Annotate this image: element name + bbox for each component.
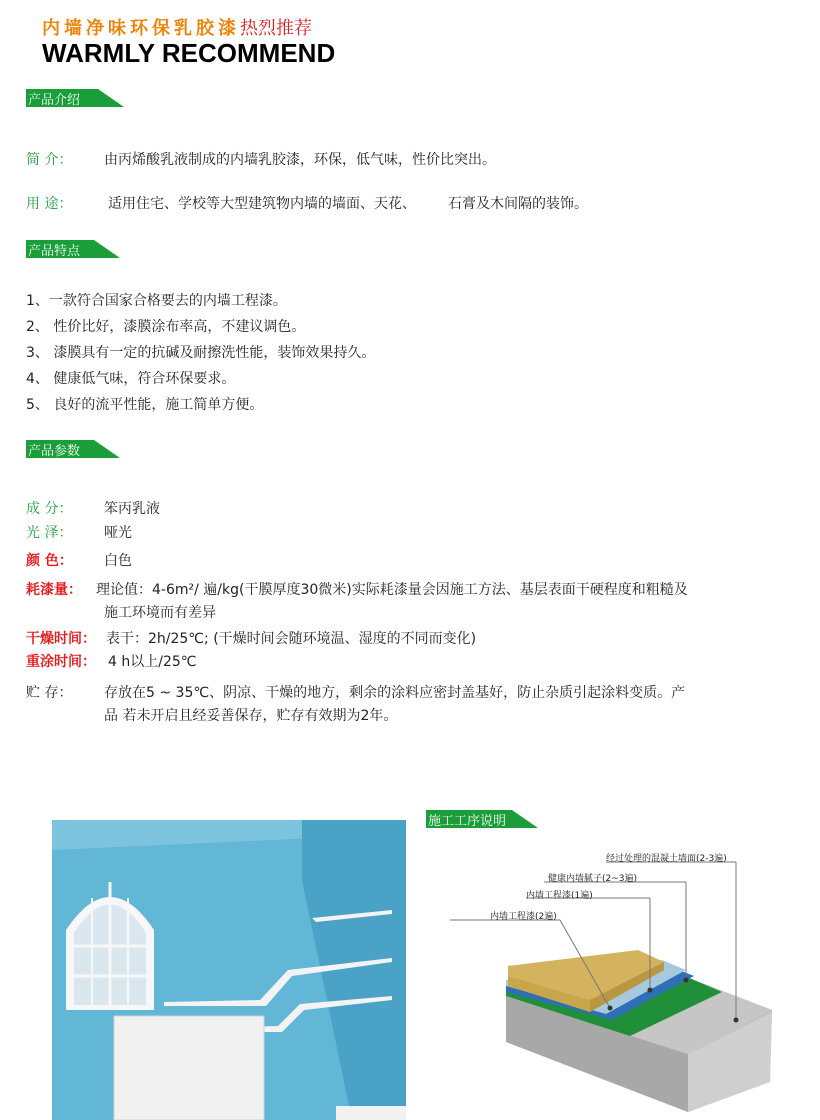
param-storage — [26, 683, 685, 703]
dry-value: 表干：2h/25℃; (干燥时间会随环境温、湿度的不同而变化) — [106, 631, 477, 647]
storage-label: 贮 存： — [26, 685, 73, 701]
section-tab-construction — [426, 810, 538, 828]
param-composition — [26, 499, 160, 519]
feature-item: 1、一款符合国家合格要去的内墙工程漆。 — [26, 293, 287, 309]
use-text-2: 石膏及木间隔的装饰。 — [448, 196, 588, 212]
color-value: 白色 — [104, 553, 132, 569]
feature-item: 2、 性价比好，漆膜涂布率高，不建议调色。 — [26, 319, 306, 335]
use-label: 用 途： — [26, 196, 73, 212]
tab-label-intro: 产品介绍 — [28, 93, 81, 107]
intro-brief-row — [26, 150, 496, 170]
title-cn-highlight: 热烈推荐 — [240, 18, 312, 39]
recoat-value: 4 h以上/25℃ — [108, 654, 197, 670]
page-title-en: WARMLY RECOMMEND — [42, 38, 336, 68]
dry-label: 干燥时间： — [26, 631, 96, 647]
consumption-value-line2: 施工环境而有差异 — [104, 605, 216, 621]
consumption-value: 理论值：4-6m²/ 遍/kg(干膜厚度30微米)实际耗漆量会因施工方法、基层表面干硬程度和粗糙及 — [96, 582, 688, 598]
color-label: 颜 色： — [26, 553, 73, 569]
tab-label-params: 产品参数 — [28, 444, 81, 458]
section-tab-params — [26, 440, 120, 458]
gloss-value: 哑光 — [104, 525, 132, 541]
section-tab-intro — [26, 89, 124, 107]
page-title-cn — [42, 14, 312, 40]
layer-label: 内墙工程漆(2遍) — [490, 912, 557, 922]
room-photo — [52, 820, 406, 1120]
feature-item: 5、 良好的流平性能，施工简单方便。 — [26, 397, 264, 413]
tab-label-construction: 施工工序说明 — [428, 814, 507, 828]
section-tab-features — [26, 240, 120, 258]
intro-use-row — [26, 194, 588, 214]
param-gloss — [26, 523, 132, 543]
storage-value-line2: 品 若未开启且经妥善保存，贮存有效期为2年。 — [104, 708, 398, 724]
feature-item: 4、 健康低气味，符合环保要求。 — [26, 371, 236, 387]
brief-text: 由丙烯酸乳液制成的内墙乳胶漆，环保，低气味，性价比突出。 — [104, 152, 496, 168]
room-illustration — [52, 820, 406, 1120]
param-color — [26, 551, 132, 571]
param-recoat-time — [26, 652, 196, 672]
title-cn-main: 内墙净味环保乳胶漆 — [42, 18, 240, 39]
storage-value: 存放在5 ~ 35℃、阴凉、干燥的地方，剩余的涂料应密封盖基好，防止杂质引起涂料变质。产 — [104, 685, 686, 701]
composition-label: 成 分： — [26, 501, 73, 517]
composition-value: 笨丙乳液 — [104, 501, 160, 517]
recoat-label: 重涂时间： — [26, 654, 96, 670]
param-consumption — [26, 580, 688, 600]
brief-label: 简 介： — [26, 152, 73, 168]
layer-label: 经过处理的混凝土墙面(2-3遍) — [606, 854, 727, 864]
gloss-label: 光 泽： — [26, 525, 73, 541]
layer-label: 内墙工程漆(1遍) — [526, 891, 593, 901]
use-text: 适用住宅、学校等大型建筑物内墙的墙面、天花、 — [108, 196, 416, 212]
feature-item: 3、 漆膜具有一定的抗碱及耐擦洗性能，装饰效果持久。 — [26, 345, 376, 361]
param-dry-time — [26, 629, 476, 649]
layer-label: 健康内墙腻子(2~3遍) — [548, 874, 638, 884]
consumption-label: 耗漆量： — [26, 582, 82, 598]
layer-diagram — [440, 840, 790, 1120]
tab-label-features: 产品特点 — [28, 244, 81, 258]
